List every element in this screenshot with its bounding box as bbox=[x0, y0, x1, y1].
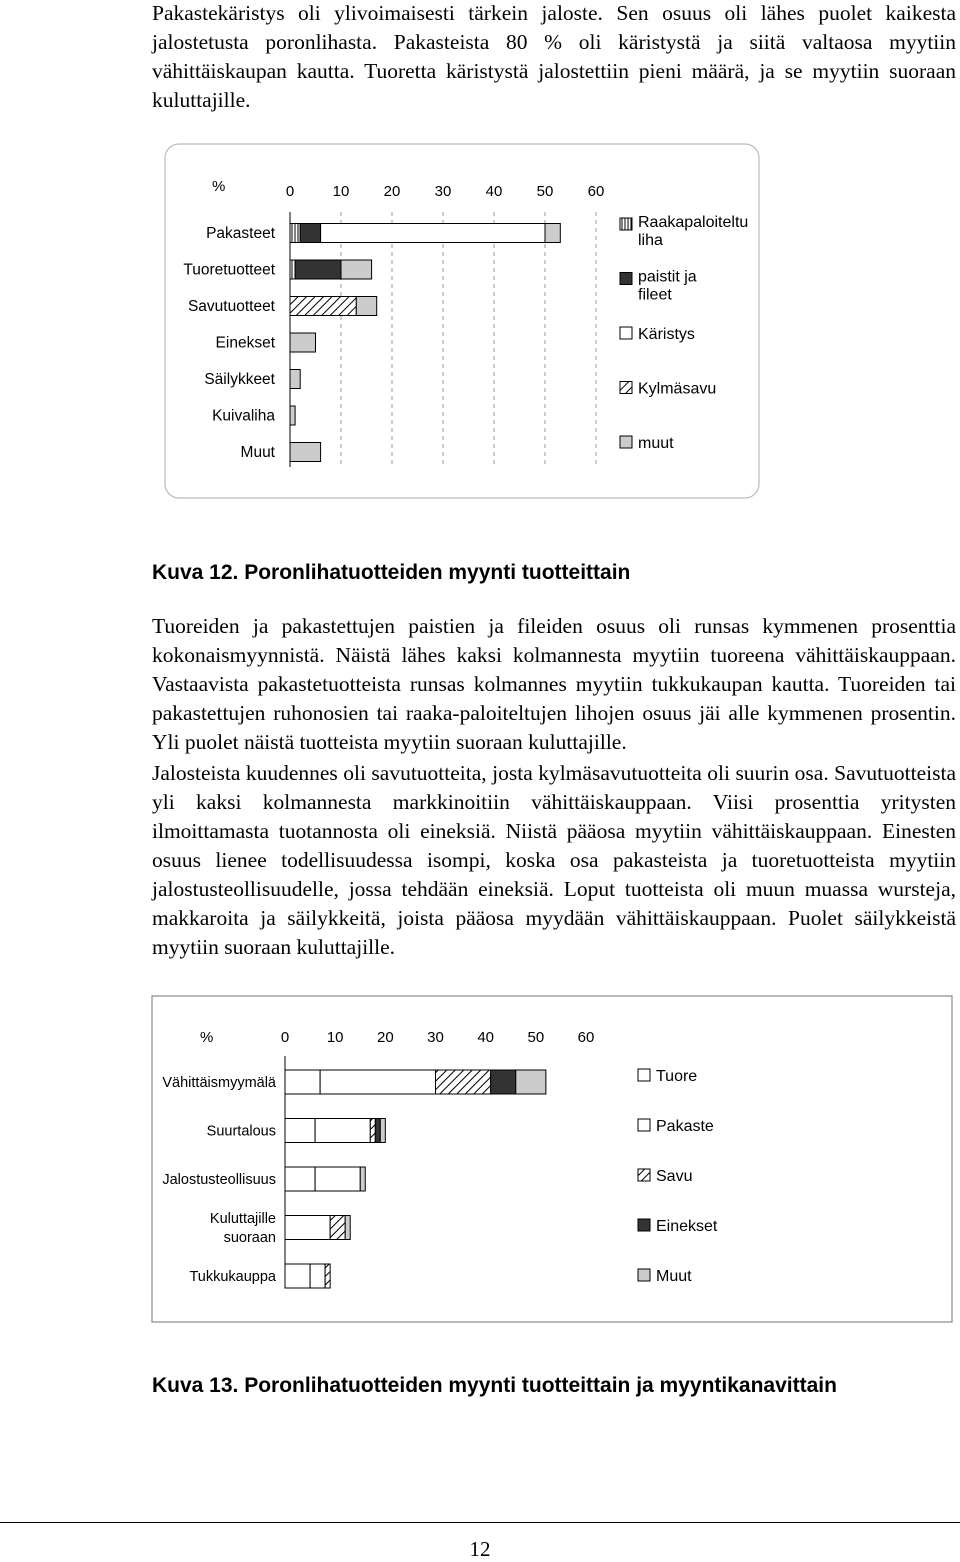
legend-swatch-pakaste bbox=[638, 1119, 650, 1131]
bar-käristys bbox=[321, 224, 545, 243]
category-label: Tuoretuotteet bbox=[183, 261, 275, 279]
category-label: Jalostusteollisuus bbox=[162, 1172, 276, 1188]
chart-sales-by-product bbox=[0, 0, 960, 560]
legend-label: paistit ja bbox=[638, 268, 697, 286]
bar-muut bbox=[545, 224, 560, 243]
tick-label: 30 bbox=[427, 1029, 444, 1046]
tick-label: 20 bbox=[376, 1029, 394, 1046]
legend-label: Muut bbox=[656, 1268, 692, 1285]
legend-label: muut bbox=[638, 435, 674, 452]
category-label: Muut bbox=[240, 444, 275, 461]
bar-kylmäsavu bbox=[290, 297, 356, 316]
paragraph-intro: Pakastekäristys oli ylivoimaisesti tärkein jaloste. Sen osuus oli lähes puolet kaikesta jalostetusta poronlihasta. Pakasteista 80 % oli käristystä ja siitä valtaosa myytiin vähittäiskaupan kautta. Tuoretta käristystä jalostettiin pieni määrä, ja se myytiin suoraan kuluttajille. bbox=[152, 1, 956, 112]
bar-muut bbox=[290, 333, 316, 352]
legend-label: Raakapaloiteltu bbox=[638, 214, 749, 231]
paragraph-paistit: Tuoreiden ja pakastettujen paistien ja fileiden osuus oli runsas kymmenen prosenttia kokonaismyynnistä. Näistä lähes kaksi kolmannesta myytiin tuoreena vähittäiskauppaan. Vastaavista pakastetuotteista runsas kolmannes myytiin tukkukaupan kautta. Tuoreiden tai pakastettujen ruhonosien tai raaka-paloiteltujen lihojen osuus jäi alle kymmenen prosentin. Yli puolet näistä tuotteista myytiin suoraan kuluttajille. bbox=[152, 614, 956, 754]
legend-swatch-savu bbox=[638, 1169, 650, 1181]
tick-label: 60 bbox=[587, 183, 605, 200]
legend-swatch-muut bbox=[638, 1269, 650, 1281]
bar-savu bbox=[370, 1119, 375, 1143]
category-label: Kuivaliha bbox=[212, 407, 275, 425]
legend-label: Einekset bbox=[656, 1218, 718, 1235]
bar-savu bbox=[436, 1070, 491, 1094]
bar-muut bbox=[356, 297, 376, 316]
figure-12-caption: Kuva 12. Poronlihatuotteiden myynti tuotteittain bbox=[152, 561, 631, 584]
legend-label: Kylmäsavu bbox=[638, 380, 717, 398]
category-label: Einekset bbox=[215, 334, 275, 352]
bar-pakaste bbox=[320, 1070, 435, 1094]
tick-label: 30 bbox=[434, 183, 452, 200]
page-number: 12 bbox=[469, 1537, 491, 1561]
bar-muut bbox=[360, 1167, 365, 1191]
chart-unit-label: % bbox=[212, 178, 226, 195]
legend-label: fileet bbox=[638, 286, 672, 304]
legend-label: liha bbox=[638, 232, 663, 249]
category-label: Suurtalous bbox=[206, 1123, 276, 1140]
chart-sales-by-channel bbox=[0, 990, 960, 1340]
paragraph-savutuotteet: Jalosteista kuudennes oli savutuotteita, josta kylmäsavutuotteita oli suurin osa. Savutuotteista yli kaksi kolmannesta markkinoitiin vähittäiskauppaan. Viisi prosenttia yritysten ilmoittamasta tuotannosta oli eineksiä. Niistä pääosa myytiin vähittäiskauppaan. Einesten osuus lienee todellisuudessa isompi, koska osa pakasteista ja tuoretuotteista myytiin jalostusteollisuudelle, jossa tehdään eineksiä. Loput tuotteista oli muun muassa wursteja, makkaroita ja säilykkeitä, joista pääosa myydään vähittäiskauppaan. Puolet säilykkeistä myytiin suoraan kuluttajille. bbox=[152, 761, 956, 959]
bar-pakaste bbox=[315, 1167, 360, 1191]
bar-pakaste bbox=[310, 1264, 325, 1288]
category-label: Tukkukauppa bbox=[189, 1269, 276, 1285]
bar-muut bbox=[290, 370, 300, 389]
bar-pakaste bbox=[315, 1119, 370, 1143]
bar-muut bbox=[290, 406, 295, 425]
legend-label: Savu bbox=[656, 1168, 693, 1185]
tick-label: 50 bbox=[527, 1029, 545, 1046]
tick-label: 60 bbox=[577, 1029, 595, 1046]
legend-swatch-paistit-ja-fileet bbox=[620, 273, 632, 285]
bar-savu bbox=[330, 1216, 345, 1240]
tick-label: 50 bbox=[536, 183, 554, 200]
legend-swatch-tuore bbox=[638, 1069, 650, 1081]
legend-label: Tuore bbox=[656, 1068, 698, 1085]
bar-savu bbox=[325, 1264, 330, 1288]
tick-label: 20 bbox=[383, 183, 401, 200]
bar-tuore bbox=[285, 1216, 330, 1240]
footer-rule bbox=[0, 1522, 960, 1523]
bar-muut bbox=[345, 1216, 350, 1240]
bar-tuore bbox=[285, 1264, 310, 1288]
category-label: Savutuotteet bbox=[187, 298, 275, 315]
legend-label: Käristys bbox=[638, 326, 695, 343]
legend-label: Pakaste bbox=[656, 1118, 714, 1135]
bar-muut bbox=[380, 1119, 385, 1143]
bar-tuore bbox=[285, 1070, 320, 1094]
bar-paistit-ja-fileet bbox=[295, 260, 341, 279]
legend-swatch-käristys bbox=[620, 327, 632, 339]
bar-muut bbox=[341, 260, 372, 279]
tick-label: 40 bbox=[485, 183, 503, 200]
category-label: Säilykkeet bbox=[204, 371, 275, 388]
legend-swatch-raakapaloiteltu-liha bbox=[620, 218, 632, 230]
tick-label: 0 bbox=[285, 183, 295, 200]
bar-einekset bbox=[375, 1119, 380, 1143]
tick-label: 40 bbox=[477, 1029, 495, 1046]
tick-label: 10 bbox=[332, 183, 350, 200]
tick-label: 0 bbox=[280, 1029, 290, 1046]
chart-unit-label: % bbox=[200, 1029, 214, 1046]
tick-label: 10 bbox=[326, 1029, 344, 1046]
legend-swatch-kylmäsavu bbox=[620, 382, 632, 394]
category-label: Kuluttajille bbox=[209, 1211, 276, 1227]
category-label: Pakasteet bbox=[206, 225, 275, 242]
bar-muut bbox=[516, 1070, 546, 1094]
bar-tuore bbox=[285, 1119, 315, 1143]
category-label: suoraan bbox=[223, 1230, 276, 1246]
category-label: Vähittäismyymälä bbox=[162, 1075, 276, 1091]
bar-raakapaloiteltu-liha bbox=[290, 224, 300, 243]
figure-13-caption: Kuva 13. Poronlihatuotteiden myynti tuotteittain ja myyntikanavittain bbox=[152, 1374, 837, 1397]
bar-tuore bbox=[285, 1167, 315, 1191]
bar-raakapaloiteltu-liha bbox=[290, 260, 295, 279]
bar-paistit-ja-fileet bbox=[300, 224, 320, 243]
legend-swatch-muut bbox=[620, 436, 632, 448]
bar-einekset bbox=[491, 1070, 516, 1094]
bar-muut bbox=[290, 443, 321, 462]
legend-swatch-einekset bbox=[638, 1219, 650, 1231]
